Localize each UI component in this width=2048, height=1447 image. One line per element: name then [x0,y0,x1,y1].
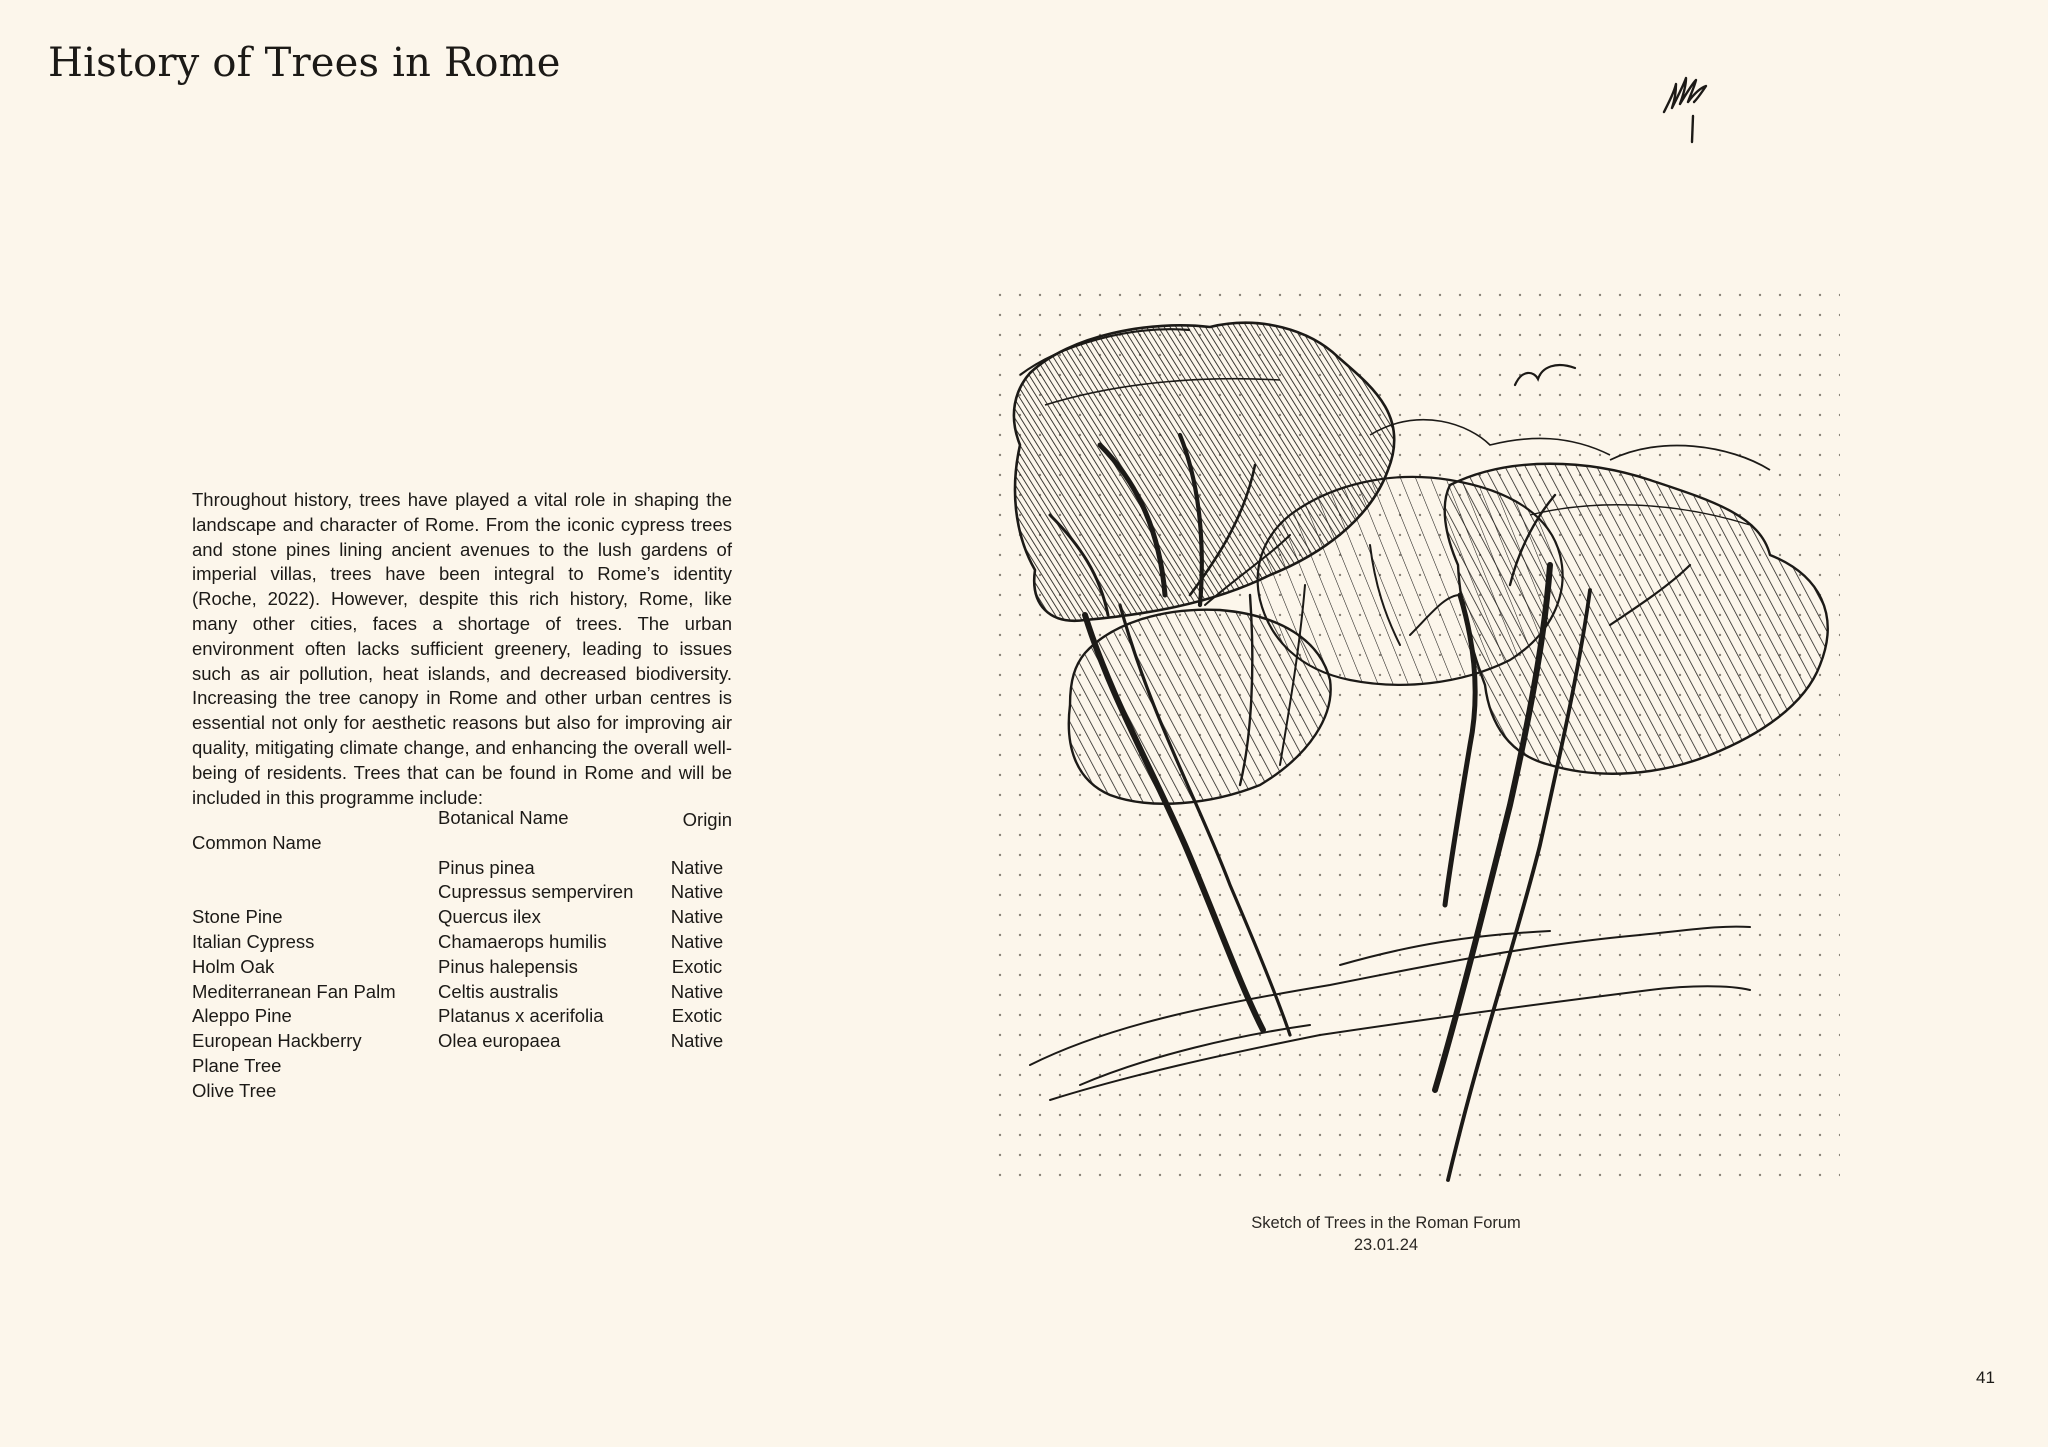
tree-sketch-drawing [990,285,1840,1190]
table-header [192,806,732,856]
common-name-cell: Italian Cypress [192,930,315,952]
common-name-cell: Holm Oak [192,955,275,977]
origin-cell: Exotic [671,955,723,977]
origin-column [662,856,732,1054]
botanical-name-cell: Cupressus semperviren [438,881,634,903]
column-header-common-name: Common Name [192,831,322,853]
origin-cell: Native [670,980,724,1002]
common-name-cell: Aleppo Pine [192,1005,292,1027]
page-number: 41 [1976,1368,1995,1387]
origin-cell: Native [670,856,724,878]
page-title: History of Trees in Rome [48,40,561,86]
origin-cell: Native [670,1030,724,1052]
intro-paragraph: Throughout history, trees have played a vital role in shaping the landscape and character of Rome. From the iconic cypress trees and stone pines lining ancient avenues to the lush gardens of imperial villas, trees have been integral to Rome’s identity (Roche, 2022). However, despite this rich history, Rome, like many other cities, faces a shortage of trees. The urban environment often lacks sufficient greenery, leading to issues such as air pollution, heat islands, and decreased biodiversity. Increasing the tree canopy in Rome and other urban centres is essential not only for aesthetic reasons but also for improving air quality, mitigating climate change, and enhancing the overall well-being of residents. Trees that can be found in Rome and will be included in this programme include: [192,489,732,808]
botanical-name-cell: Chamaerops humilis [438,930,607,952]
origin-cell: Native [670,881,724,903]
common-name-cell: Stone Pine [192,906,283,928]
common-name-column [192,905,396,1103]
origin-cell: Native [670,906,724,928]
tree-species-table [192,806,732,1101]
common-name-cell: Mediterranean Fan Palm [192,980,396,1002]
sketch-caption [1186,1212,1586,1256]
column-header-botanical-name: Botanical Name [438,807,569,828]
botanical-name-cell: Pinus halepensis [438,955,578,977]
botanical-name-cell: Quercus ilex [438,906,541,928]
origin-cell: Native [670,930,724,952]
botanical-name-cell: Pinus pinea [438,856,535,878]
sketch-caption-date: 23.01.24 [1353,1236,1419,1254]
common-name-cell: European Hackberry [192,1030,362,1052]
sketch-caption-title: Sketch of Trees in the Roman Forum [1251,1214,1521,1232]
signature-mark [1660,72,1718,148]
common-name-cell: Plane Tree [192,1054,282,1076]
botanical-name-cell: Olea europaea [438,1030,561,1052]
common-name-cell: Olive Tree [192,1079,277,1101]
origin-cell: Exotic [671,1005,723,1027]
tree-sketch [990,285,1840,1190]
botanical-name-cell: Platanus x acerifolia [438,1005,604,1027]
botanical-name-cell: Celtis australis [438,980,559,1002]
column-header-origin: Origin [682,809,732,830]
botanical-name-column [438,856,633,1054]
